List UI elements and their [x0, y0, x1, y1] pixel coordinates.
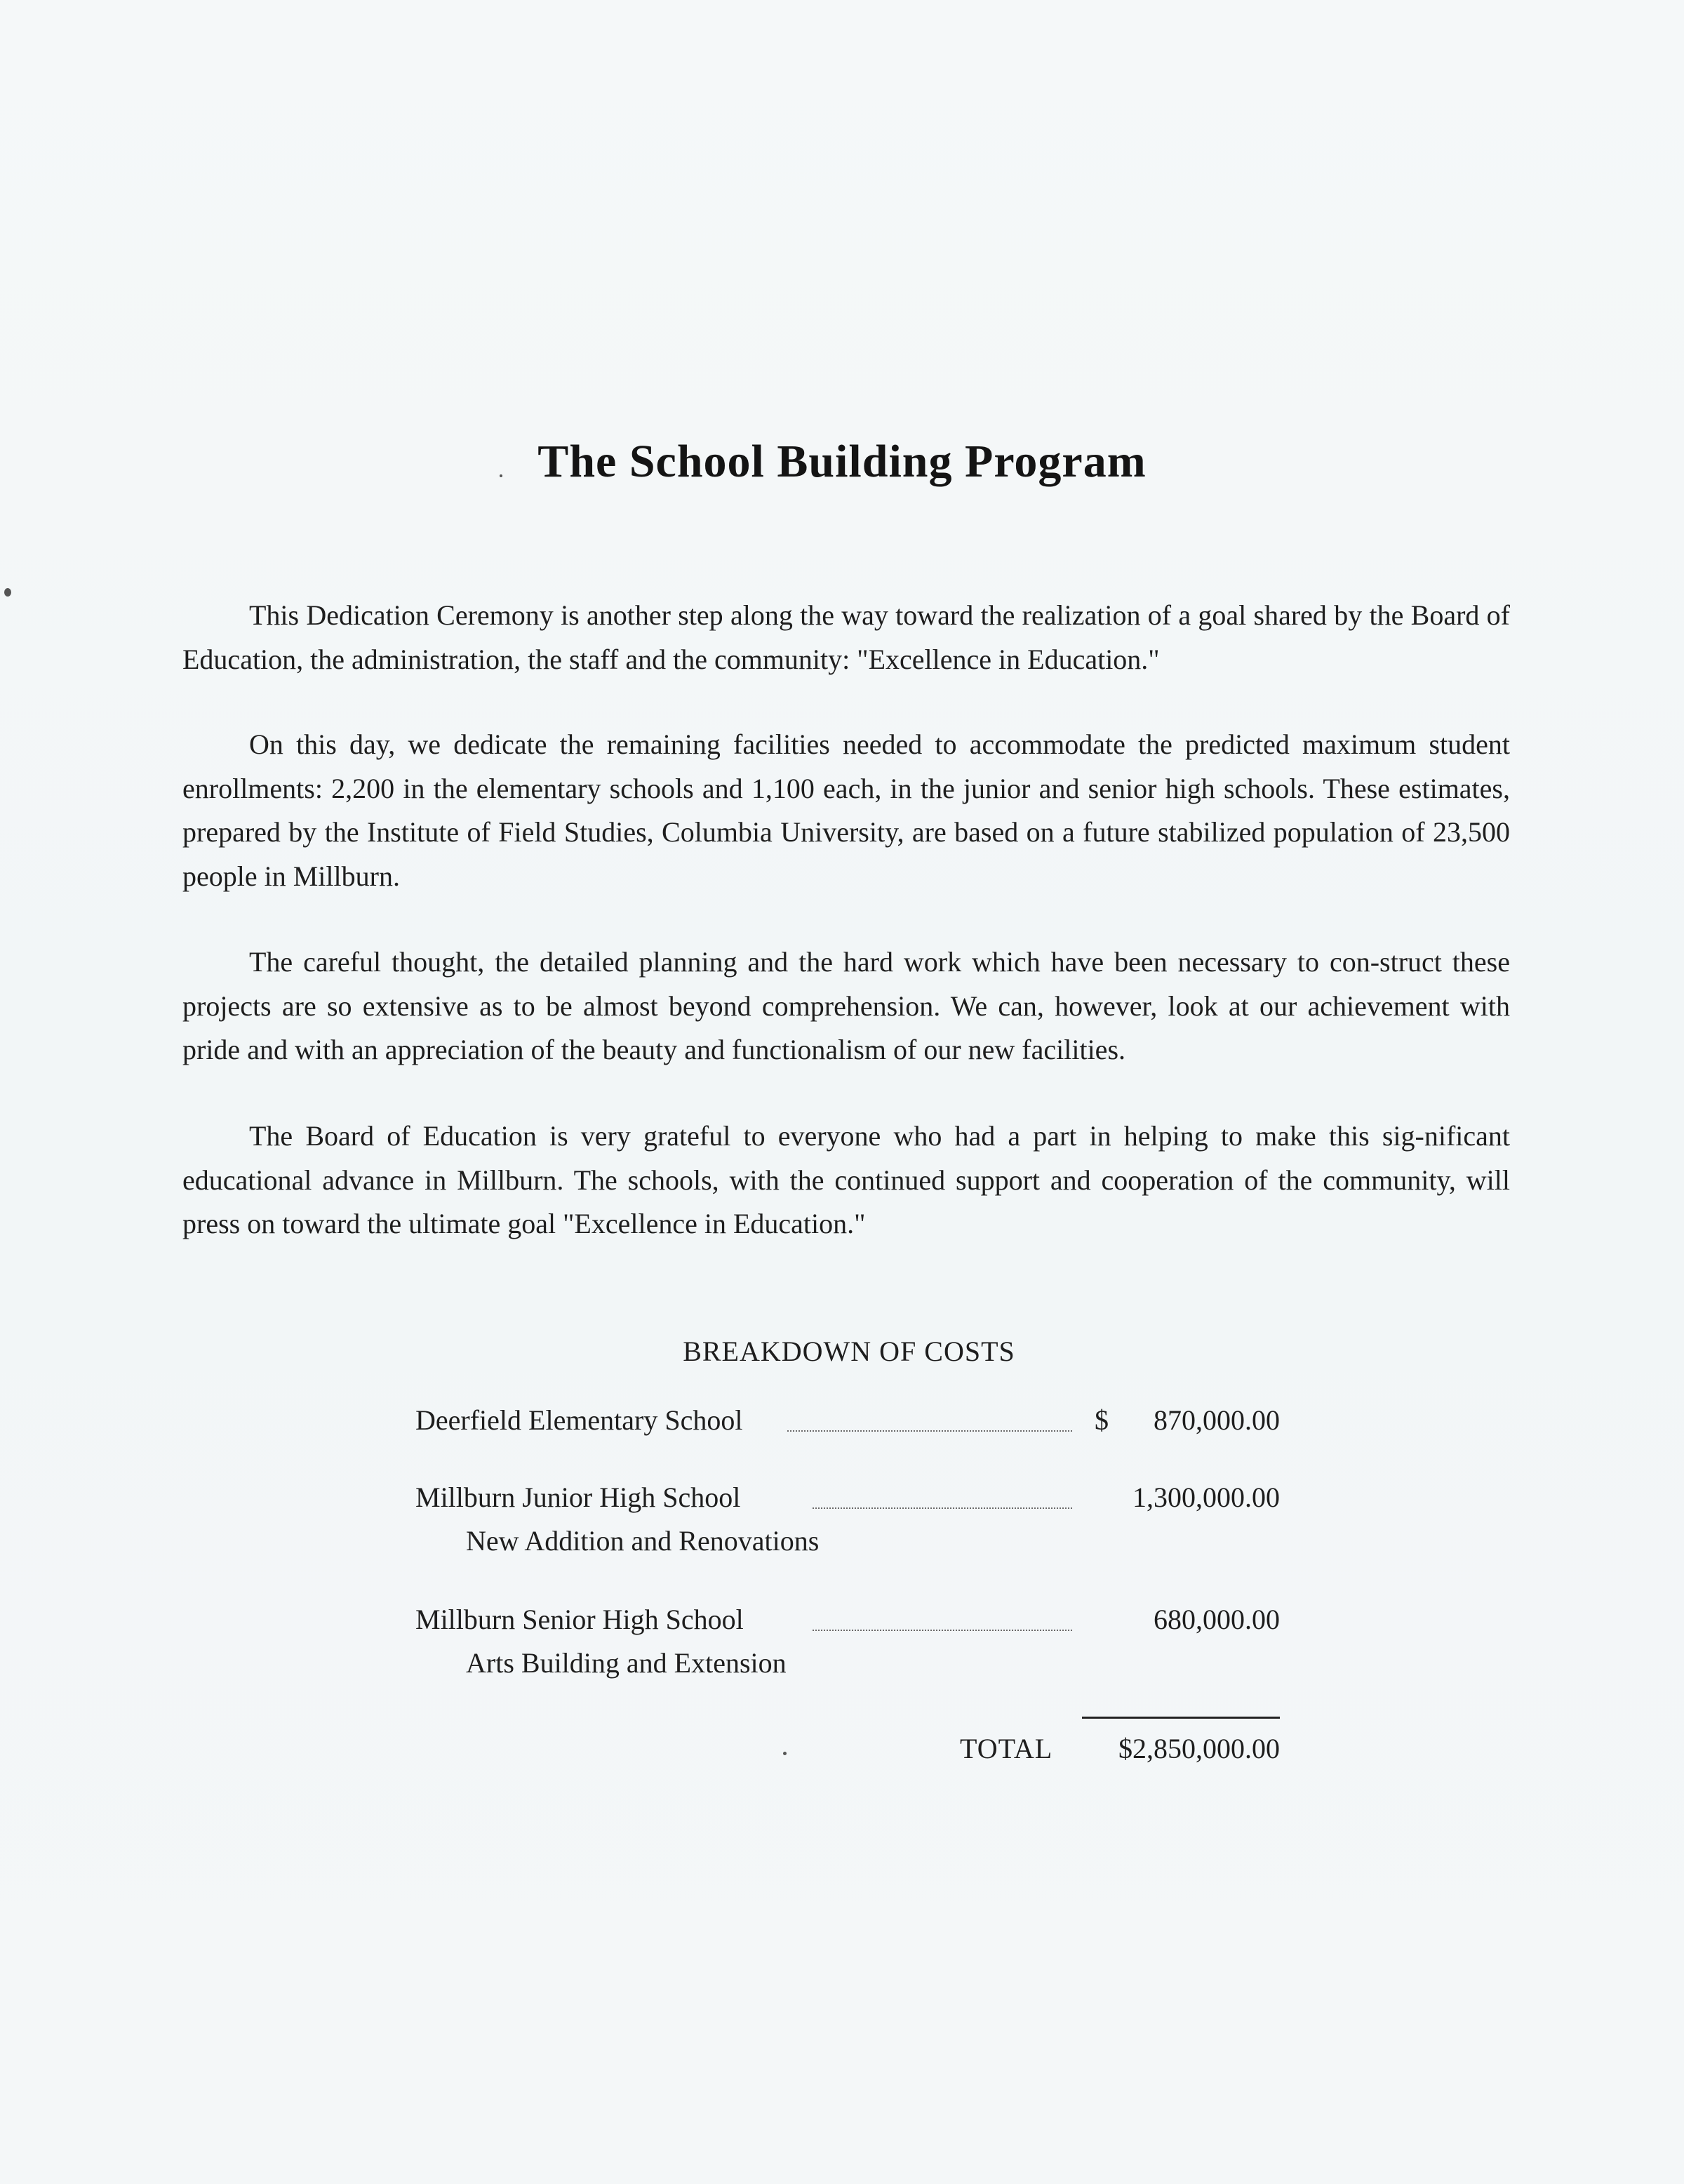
cost-item-detail: Arts Building and Extension	[466, 1647, 787, 1679]
cost-row-senior-high	[415, 1603, 1280, 1645]
cost-row-deerfield	[415, 1404, 1280, 1446]
paragraph-1	[182, 594, 1510, 681]
paragraph-2-text: On this day, we dedicate the remaining facilities needed to accommodate the predicted maximum student enrollments: 2,200 in the elementary schools and 1,100 each, in the junior and senior high schools. These estimates, prepared by the Institute of Field Studies, Columbia University, are based on a future stabilized population of 23,500 people in Millburn.	[182, 728, 1510, 892]
total-amount: $2,850,000.00	[1118, 1733, 1280, 1764]
paragraph-4-text: The Board of Education is very grateful to everyone who had a part in helping to make this sig-nificant educational advance in Millburn. The schools, with the continued support and cooperation of the community, will press on toward the ultimate goal "Excellence in Education."	[182, 1120, 1510, 1239]
cost-item-amount: 1,300,000.00	[1132, 1481, 1280, 1513]
cost-item-name: Millburn Junior High School	[415, 1481, 741, 1513]
paragraph-4	[182, 1114, 1510, 1246]
total-label: TOTAL	[960, 1733, 1053, 1764]
dot-leader	[813, 1506, 1072, 1509]
paper-speck	[783, 1752, 787, 1755]
total-rule	[1082, 1717, 1280, 1719]
currency-symbol: $	[1095, 1404, 1109, 1436]
cost-item-detail: New Addition and Renovations	[466, 1525, 820, 1557]
cost-item-name: Millburn Senior High School	[415, 1604, 744, 1635]
paper-speck	[500, 474, 502, 477]
paragraph-3-text: The careful thought, the detailed planning and the hard work which have been necessary to con-struct these projects are so extensive as to be almost beyond comprehension. We can, however, look at our achievement with pride and with an appreciation of the beauty and functionalism of our new facilities.	[182, 946, 1510, 1065]
paragraph-1-text: This Dedication Ceremony is another step along the way toward the realization of a goal shared by the Board of Education, the administration, the staff and the community: "Excellence in Education."	[182, 599, 1510, 675]
cost-item-name: Deerfield Elementary School	[415, 1404, 743, 1436]
costs-heading: BREAKDOWN OF COSTS	[683, 1336, 1015, 1367]
cost-item-amount: 680,000.00	[1154, 1604, 1280, 1635]
paper-speck	[4, 588, 11, 597]
dot-leader	[787, 1429, 1072, 1432]
cost-item-amount: 870,000.00	[1154, 1404, 1280, 1436]
paragraph-3	[182, 940, 1510, 1072]
dot-leader	[813, 1628, 1072, 1631]
cost-row-junior-high	[415, 1481, 1280, 1523]
paragraph-2	[182, 723, 1510, 898]
page-title: The School Building Program	[537, 436, 1147, 487]
